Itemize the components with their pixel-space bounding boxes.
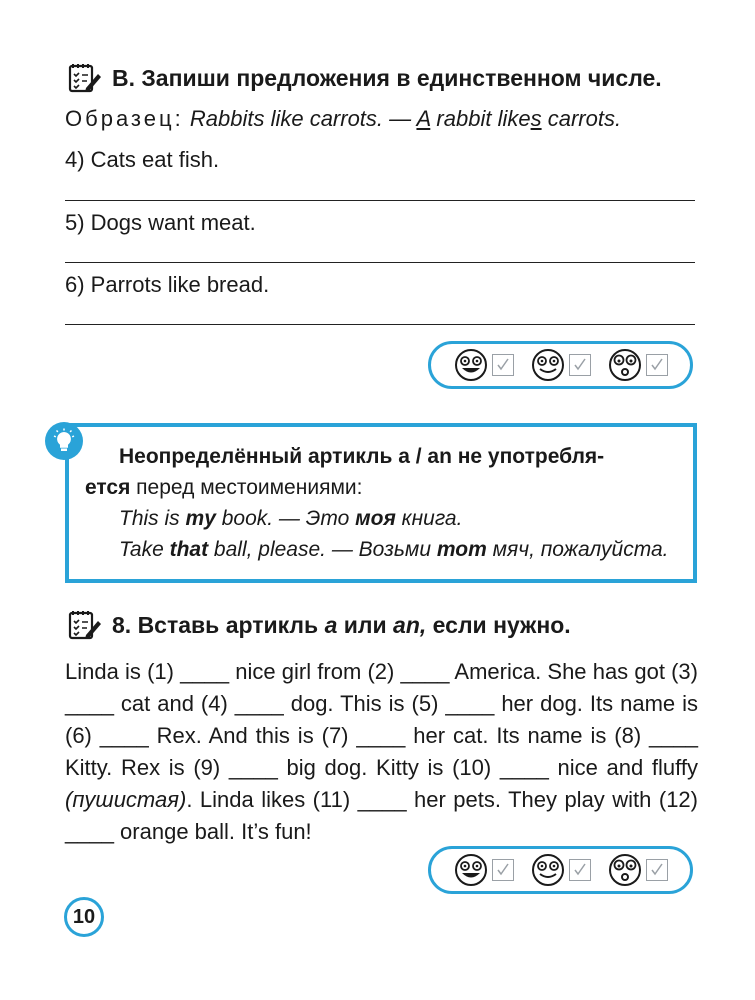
exercise-8-title: 8. Вставь артикль a или an, если нужно.: [112, 611, 571, 638]
check-icon: [495, 357, 511, 373]
notepad-pencil-icon: [68, 609, 102, 641]
self-assessment-8: [428, 846, 693, 894]
sentence-6: 6) Parrots like bread.: [65, 272, 270, 297]
sample-line: [65, 106, 621, 132]
smiley-smiling-icon: [531, 348, 565, 382]
exercise-8-text: Linda is (1) ____ nice girl from (2) ____ America. She has got (3) ____ cat and (4) ____ dog. This is (5) ____ her dog. Its name is (6) ____ Rex. And this is (7) ____ her cat. Its name is (8) ____ Kitty. Rex is (9) ____ big dog. Kitty is (10) ____ nice and fluffy (пушистая). Linda likes (11) ____ her pets. They play with (12) ____ orange ball. It’s fun!: [65, 659, 698, 844]
check-icon: [495, 862, 511, 878]
smiley-laughing-icon: [454, 348, 488, 382]
check-icon: [572, 862, 588, 878]
lightbulb-badge: [45, 422, 83, 460]
smiley-surprised-icon: [608, 853, 642, 887]
checkbox-good[interactable]: [492, 354, 514, 376]
exercise-b-title: B. Запиши предложения в единственном числе.: [112, 64, 662, 91]
self-assessment-b: [428, 341, 693, 389]
smiley-smiling-icon: [531, 853, 565, 887]
answer-line-5[interactable]: [65, 262, 695, 263]
rule-box: [65, 423, 697, 583]
smiley-surprised-icon: [608, 348, 642, 382]
checkbox-good[interactable]: [492, 859, 514, 881]
check-icon: [572, 357, 588, 373]
notepad-pencil-icon: [68, 62, 102, 94]
exercise-8-header: [68, 609, 571, 641]
checkbox-bad[interactable]: [646, 354, 668, 376]
rule-example-1: This is my book. — Это моя книга.: [119, 507, 463, 530]
check-icon: [649, 862, 665, 878]
rule-line-1: Неопределённый артикль a / an не употребля-: [119, 445, 605, 468]
checkbox-bad[interactable]: [646, 859, 668, 881]
answer-line-6[interactable]: [65, 324, 695, 325]
check-icon: [649, 357, 665, 373]
exercise-b-header: [68, 62, 662, 94]
sample-text: Rabbits like carrots. — A rabbit likes carrots.: [189, 106, 622, 131]
smiley-laughing-icon: [454, 853, 488, 887]
rule-example-2: Take that ball, please. — Возьми тот мяч, пожалуйста.: [119, 538, 669, 561]
checkbox-ok[interactable]: [569, 859, 591, 881]
lightbulb-icon: [51, 428, 77, 454]
answer-line-4[interactable]: [65, 200, 695, 201]
rule-line-2: ется перед местоимениями:: [85, 476, 363, 499]
sentence-4: 4) Cats eat fish.: [65, 147, 220, 172]
page-number: 10: [64, 897, 104, 937]
sentence-5: 5) Dogs want meat.: [65, 210, 256, 235]
sample-label: Образец:: [65, 106, 184, 131]
checkbox-ok[interactable]: [569, 354, 591, 376]
